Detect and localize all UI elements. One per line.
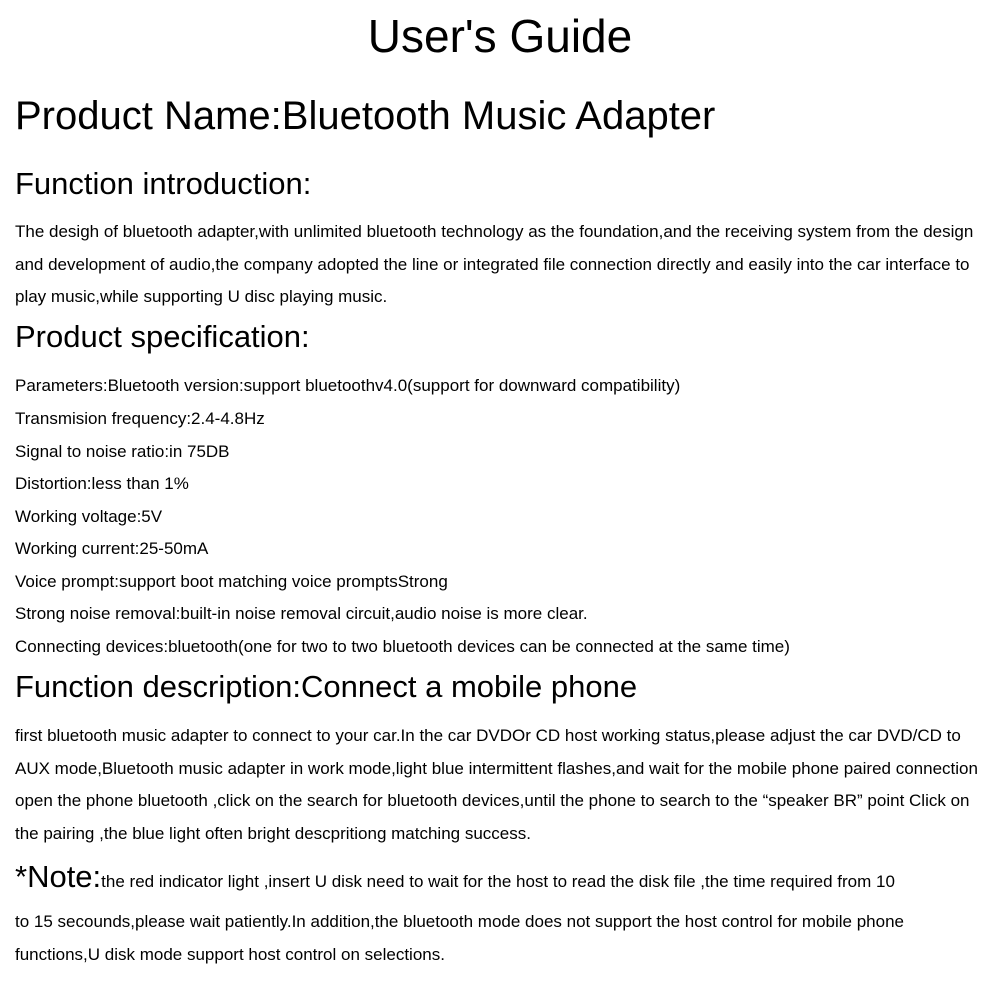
function-description-heading: Function description:Connect a mobile phone	[15, 669, 638, 704]
spec-line-noise-removal: Strong noise removal:built-in noise removal circuit,audio noise is more clear.	[15, 604, 588, 623]
function-introduction-heading: Function introduction:	[15, 166, 312, 201]
note-label: *Note:	[15, 859, 102, 894]
spec-line-connecting-devices: Connecting devices:bluetooth(one for two to two bluetooth devices can be connected at the same time)	[15, 637, 790, 656]
spec-line-parameters: Parameters:Bluetooth version:support bluetoothv4.0(support for downward compatibility)	[15, 376, 681, 395]
spec-line-snr: Signal to noise ratio:in 75DB	[15, 442, 230, 461]
note-first-line	[15, 852, 895, 907]
product-specification-heading: Product specification:	[15, 319, 310, 354]
note-rest-text: to 15 secounds,please wait patiently.In addition,the bluetooth mode does not support the host control for mobile phone functions,U disk mode support host control on selections.	[15, 912, 904, 964]
function-description-text: first bluetooth music adapter to connect to your car.In the car DVDOr CD host working status,please adjust the car DVD/CD to AUX mode,Bluetooth music adapter in work mode,light blue intermittent flashes,and wait for the mobile phone paired connection open the phone bluetooth ,click on the search for bluetooth devices,until the phone to search to the “speaker BR” point Click on the pairing ,the blue light often bright descpritiong matching success.	[15, 726, 978, 844]
spec-line-voltage: Working voltage:5V	[15, 507, 163, 526]
page-title: User's Guide	[367, 10, 633, 62]
note-first-line-text: the red indicator light ,insert U disk need to wait for the host to read the disk file ,the time required from 10	[101, 872, 895, 891]
spec-line-frequency: Transmision frequency:2.4-4.8Hz	[15, 409, 265, 428]
spec-line-current: Working current:25-50mA	[15, 539, 209, 558]
product-name-heading: Product Name:Bluetooth Music Adapter	[15, 94, 716, 138]
spec-line-voice-prompt: Voice prompt:support boot matching voice promptsStrong	[15, 572, 448, 591]
function-introduction-text: The desigh of bluetooth adapter,with unlimited bluetooth technology as the foundation,and the receiving system from the design and development of audio,the company adopted the line or integrated file connection directly and easily into the car interface to play music,while supporting U disc playing music.	[15, 222, 974, 307]
spec-line-distortion: Distortion:less than 1%	[15, 474, 189, 493]
